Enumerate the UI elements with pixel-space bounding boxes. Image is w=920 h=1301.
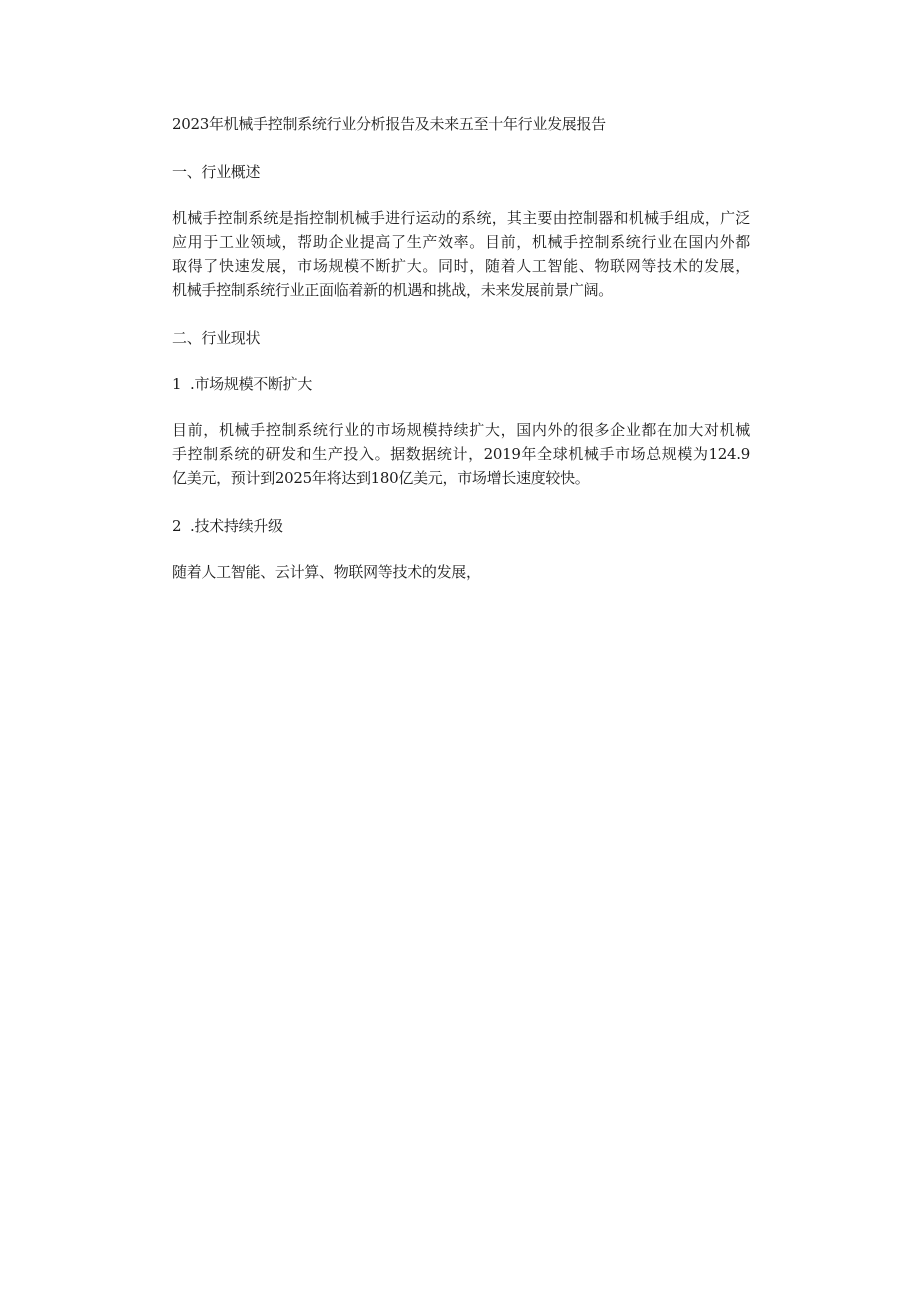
subsection-number: 2 [172, 517, 182, 535]
paragraph-line: 应用于工业领域，帮助企业提高了生产效率。目前，机械手控制系统行业在国内外都 [172, 233, 750, 251]
section-heading-overview: 一、行业概述 [172, 163, 261, 181]
paragraph-line: 机械手控制系统是指控制机械手进行运动的系统，其主要由控制器和机械手组成，广泛 [172, 209, 750, 227]
paragraph-technology [172, 560, 750, 584]
paragraph-line: 亿美元，预计到2025年将达到180亿美元，市场增长速度较快。 [172, 469, 590, 487]
subsection-heading-market [172, 372, 750, 396]
paragraph-line: 随着人工智能、云计算、物联网等技术的发展， [172, 563, 481, 581]
document-title: 2023年机械手控制系统行业分析报告及未来五至十年行业发展报告 [172, 115, 606, 133]
subsection-title: .技术持续升级 [190, 517, 283, 535]
subsection-number: 1 [172, 375, 182, 393]
section-heading-status: 二、行业现状 [172, 329, 261, 347]
subsection-heading-technology [172, 514, 750, 538]
subsection-title: .市场规模不断扩大 [190, 375, 313, 393]
paragraph-line: 目前，机械手控制系统行业的市场规模持续扩大，国内外的很多企业都在加大对机械 [172, 421, 750, 439]
document-page [172, 112, 750, 608]
paragraph-market [172, 418, 750, 490]
paragraph-line: 手控制系统的研发和生产投入。据数据统计，2019年全球机械手市场总规模为124.9 [172, 445, 750, 463]
paragraph-line: 机械手控制系统行业正面临着新的机遇和挑战，未来发展前景广阔。 [172, 281, 614, 299]
paragraph-overview [172, 206, 750, 302]
paragraph-line: 取得了快速发展，市场规模不断扩大。同时，随着人工智能、物联网等技术的发展， [172, 257, 750, 275]
